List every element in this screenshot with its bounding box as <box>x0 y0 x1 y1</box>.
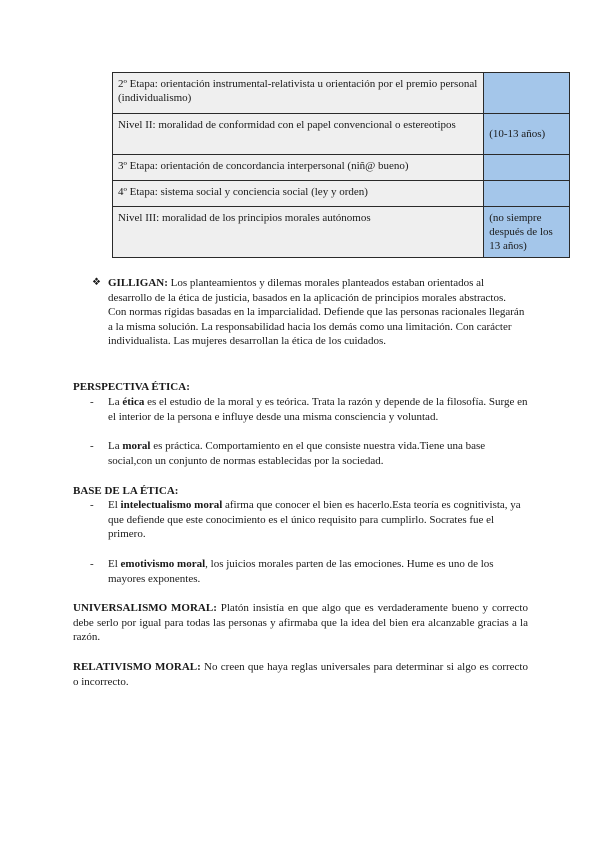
dash-bullet: - <box>90 499 94 511</box>
relativismo-paragraph <box>73 660 528 689</box>
table-cell-desc: 4º Etapa: sistema social y conciencia social (ley y orden) <box>113 181 484 207</box>
item-term: ética <box>122 396 145 408</box>
gilligan-label: GILLIGAN: <box>108 277 168 289</box>
universalismo-text: Platón insistía en que algo que es verdaderamente bueno y correcto debe serlo por igual para todas las personas y afirmaba que la idea del bien era alcanzable gracias a la razón. <box>73 602 528 644</box>
table-cell-age <box>484 73 570 114</box>
relativismo-label: RELATIVISMO MORAL: <box>73 661 201 673</box>
table-row <box>113 73 570 114</box>
table-row <box>113 181 570 207</box>
item-text: La <box>108 396 123 408</box>
table-row <box>113 114 570 155</box>
dash-bullet: - <box>90 396 94 408</box>
table-cell-desc: 3º Etapa: orientación de concordancia interpersonal (niñ@ bueno) <box>113 155 484 181</box>
table-row <box>113 207 570 258</box>
item-text: El <box>108 499 121 511</box>
diamond-bullet-icon: ❖ <box>92 277 101 288</box>
item-text: es práctica. Comportamiento en el que consiste nuestra vida.Tiene una base social,con un conjunto de normas establecidas por la sociedad. <box>108 440 486 467</box>
table-cell-age <box>484 155 570 181</box>
gilligan-paragraph <box>108 276 526 349</box>
item-text: La <box>108 440 123 452</box>
table-row <box>113 155 570 181</box>
table-cell-desc: Nivel II: moralidad de conformidad con el papel convencional o estereotipos <box>113 114 484 155</box>
table-cell-desc: 2º Etapa: orientación instrumental-relativista u orientación por el premio personal (individualismo) <box>113 73 484 114</box>
item-text: afirma que conocer el bien es hacerlo.Esta teoría es cognitivista, ya que defiende que este conocimiento es el único requisito para cumplirlo. Socrates fue el primero. <box>108 499 521 541</box>
table-cell-desc: Nivel III: moralidad de los principios morales autónomos <box>113 207 484 258</box>
dash-bullet: - <box>90 440 94 452</box>
item-term: emotivismo moral <box>120 558 206 570</box>
dash-bullet: - <box>90 558 94 570</box>
table-cell-age <box>484 181 570 207</box>
item-term: moral <box>122 440 151 452</box>
universalismo-label: UNIVERSALISMO MORAL: <box>73 602 217 614</box>
item-text: El <box>108 558 121 570</box>
table-cell-age: (10-13 años) <box>484 114 570 155</box>
kohlberg-stages-table <box>112 72 570 258</box>
base-heading: BASE DE LA ÉTICA: <box>73 485 179 497</box>
perspectiva-item-etica <box>108 395 528 424</box>
relativismo-text: No creen que haya reglas universales para determinar si algo es correcto o incorrecto. <box>73 661 528 688</box>
gilligan-text: Los planteamientos y dilemas morales planteados estaban orientados al desarrollo de la ética de justicia, basados en la aplicación de principios morales abstractos. Con normas rígidas basadas en la imparcialidad. Defiende que las personas racionales llegarán a la misma solución. La responsabilidad hacia los demás como una limitación. Con carácter individualista. Las mujeres desarrollan la ética de los cuidados. <box>108 277 525 348</box>
item-term: intelectualismo moral <box>120 499 223 511</box>
base-item-emotivismo <box>108 557 528 586</box>
item-text: , los juicios morales parten de las emociones. Hume es uno de los mayores exponentes. <box>108 558 494 585</box>
base-item-intelectualismo <box>108 498 528 542</box>
item-text: es el estudio de la moral y es teórica. Trata la razón y depende de la filosofía. Surge en el interior de la persona e influye desde una misma consciencia y voluntad. <box>108 396 528 423</box>
perspectiva-heading: PERSPECTIVA ÉTICA: <box>73 381 190 393</box>
perspectiva-item-moral <box>108 439 528 468</box>
universalismo-paragraph <box>73 601 528 645</box>
table-cell-age: (no siempre después de los 13 años) <box>484 207 570 258</box>
